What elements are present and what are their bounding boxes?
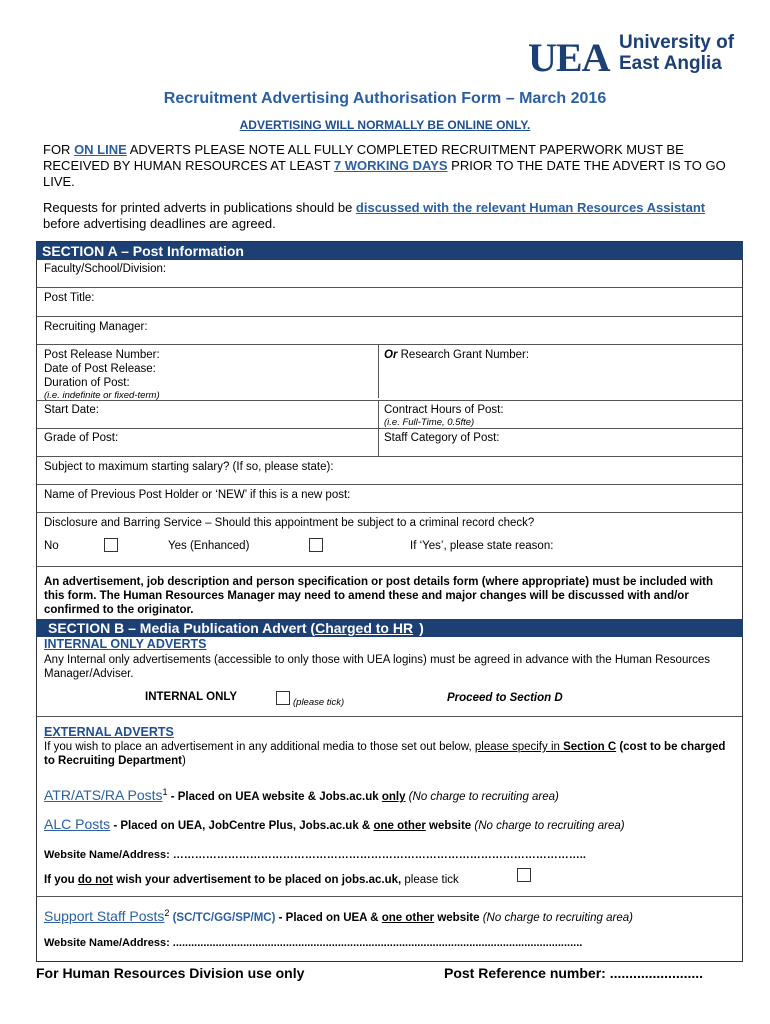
external-text: If you wish to place an advertisement in any additional media to those set out below, <box>44 741 475 753</box>
divider <box>37 287 742 288</box>
jobs-text-2: wish your advertisement to be placed on jobs.ac.uk, <box>113 874 402 886</box>
intro-text: FOR <box>43 142 75 157</box>
hr-use-label: For Human Resources Division use only <box>36 965 305 981</box>
divider <box>37 456 742 457</box>
jobs-do-not: do not <box>77 874 113 886</box>
atr-row <box>44 785 559 804</box>
support-note: (No charge to recruiting area) <box>479 911 633 924</box>
support-website: website <box>434 911 480 924</box>
form-subtitle: ADVERTISING WILL NORMALLY BE ONLINE ONLY. <box>239 118 531 132</box>
atr-title: ATR/ATS/RA Posts <box>44 786 163 803</box>
jobs-tick: please tick <box>401 874 459 886</box>
research-grant-field[interactable] <box>384 348 529 362</box>
jobs-ac-uk-checkbox[interactable] <box>517 868 531 882</box>
faculty-field[interactable]: Faculty/School/Division: <box>44 263 167 275</box>
internal-adverts-title: INTERNAL ONLY ADVERTS <box>44 637 207 651</box>
date-of-release-field[interactable]: Date of Post Release: <box>44 363 156 375</box>
intro-text: PRIOR TO THE DATE THE ADVERT IS TO GO LIVE. <box>43 158 726 189</box>
atr-footnote: 1 <box>162 787 168 797</box>
support-codes: (SC/TC/GG/SP/MC) <box>169 911 276 924</box>
atr-note: (No charge to recruiting area) <box>405 790 559 803</box>
section-c-ref: Section C <box>563 741 617 753</box>
column-divider <box>378 344 379 398</box>
section-b-header <box>36 619 743 637</box>
divider <box>37 566 742 567</box>
external-adverts-title: EXTERNAL ADVERTS <box>44 725 174 739</box>
recruiting-manager-field[interactable]: Recruiting Manager: <box>44 321 148 333</box>
post-title-field[interactable]: Post Title: <box>44 292 95 304</box>
hr-assistant-link: discussed with the relevant Human Resources Assistant <box>355 200 706 215</box>
dbs-yes-checkbox[interactable] <box>309 538 323 552</box>
uea-logo-mark: UEA <box>528 35 610 80</box>
intro-text: Requests for printed adverts in publications should be <box>43 200 356 215</box>
internal-only-checkbox[interactable] <box>276 691 290 705</box>
cost-note: (cost to be charged to Recruiting Department <box>44 741 726 767</box>
section-b-title-text: SECTION B – Media Publication Advert ( <box>48 620 316 636</box>
divider <box>37 316 742 317</box>
contract-hours-hint: (i.e. Full-Time, 0.5fte) <box>384 417 475 428</box>
atr-text: - Placed on UEA website & Jobs.ac.uk <box>167 790 382 803</box>
section-a-title: SECTION A – Post Information <box>42 243 244 259</box>
alc-row <box>44 817 625 833</box>
dbs-no-checkbox[interactable] <box>104 538 118 552</box>
support-staff-row <box>44 906 633 925</box>
post-release-number-field[interactable]: Post Release Number: <box>44 349 160 361</box>
section-a-note: An advertisement, job description and person specification or post details form (where appropriate) must be included with this form. The Human Resources Manager may need to amend these and major changes will be discussed with and/or confirmed to the originator. <box>44 576 714 616</box>
intro-text: ADVERTS PLEASE NOTE ALL FULLY COMPLETED RECRUITMENT PAPERWORK MUST BE RECEIVED BY HUMAN RESOURCES AT LEAST <box>43 142 684 173</box>
support-text: - Placed on UEA & <box>275 911 382 924</box>
section-a-header <box>36 242 743 260</box>
working-days-link: 7 WORKING DAYS <box>333 158 448 173</box>
external-underline: please specify in <box>474 741 564 753</box>
website-name-field-1[interactable]: Website Name/Address: ………………………………………………………………………………………………….. <box>44 849 586 861</box>
divider <box>37 716 742 717</box>
post-reference-field[interactable]: Post Reference number: ........................ <box>444 965 704 981</box>
section-b-title-end: ) <box>419 620 424 636</box>
divider <box>37 484 742 485</box>
alc-website: website <box>425 820 472 832</box>
alc-one-other: one other <box>373 820 426 832</box>
previous-holder-field[interactable]: Name of Previous Post Holder or ‘NEW’ if this is a new post: <box>44 489 351 501</box>
divider <box>37 344 742 345</box>
form-title: Recruitment Advertising Authorisation Form – March 2016 <box>163 90 607 107</box>
website-name-field-2[interactable]: Website Name/Address: ...................................................................................................................................... <box>44 937 583 949</box>
internal-only-label: INTERNAL ONLY <box>145 691 238 703</box>
divider <box>37 896 742 897</box>
dbs-reason-field[interactable]: If ‘Yes’, please state reason: <box>410 540 554 552</box>
uea-logo-text <box>619 32 734 74</box>
staff-category-field[interactable]: Staff Category of Post: <box>384 432 500 444</box>
logo-line2: East Anglia <box>619 53 722 74</box>
proceed-section-d: Proceed to Section D <box>447 692 563 704</box>
support-title: Support Staff Posts <box>44 907 165 924</box>
jobs-text: If you <box>44 874 78 886</box>
dbs-no-label: No <box>44 540 59 552</box>
alc-title: ALC Posts <box>44 816 111 832</box>
divider <box>37 512 742 513</box>
online-link: ON LINE <box>74 142 127 157</box>
support-footnote: 2 <box>164 908 170 918</box>
salary-field[interactable]: Subject to maximum starting salary? (If so, please state): <box>44 461 334 473</box>
intro-text: before advertising deadlines are agreed. <box>43 216 276 231</box>
duration-hint: (i.e. indefinite or fixed-term) <box>44 390 160 401</box>
charged-to-hr: Charged to HR <box>315 620 414 636</box>
alc-note: (No charge to recruiting area) <box>471 820 625 832</box>
alc-text: - Placed on UEA, JobCentre Plus, Jobs.ac.uk & <box>110 820 374 832</box>
dbs-question: Disclosure and Barring Service – Should this appointment be subject to a criminal record check? <box>44 517 535 529</box>
divider <box>37 400 742 401</box>
grade-field[interactable]: Grade of Post: <box>44 432 119 444</box>
or-label: Or <box>384 349 398 361</box>
divider <box>37 428 742 429</box>
internal-adverts-text: Any Internal only advertisements (accessible to only those with UEA logins) must be agreed in advance with the Human Resources Manager/Adviser. <box>44 654 711 680</box>
start-date-field[interactable]: Start Date: <box>44 404 99 416</box>
contract-hours-field[interactable]: Contract Hours of Post: <box>384 404 504 416</box>
dbs-yes-label: Yes (Enhanced) <box>168 540 250 552</box>
grant-label: Research Grant Number: <box>397 349 530 361</box>
atr-only: only <box>381 790 406 803</box>
duration-field[interactable]: Duration of Post: <box>44 377 130 389</box>
section-b-title <box>42 620 424 636</box>
external-end: ) <box>182 755 186 767</box>
intro-paragraph-1 <box>43 142 743 190</box>
intro-paragraph-2 <box>43 200 743 232</box>
jobs-ac-uk-row <box>44 873 459 887</box>
external-adverts-text <box>44 740 734 768</box>
logo-line1: University of <box>619 32 735 53</box>
support-one-other: one other <box>381 911 435 924</box>
please-tick-hint: (please tick) <box>293 697 345 708</box>
